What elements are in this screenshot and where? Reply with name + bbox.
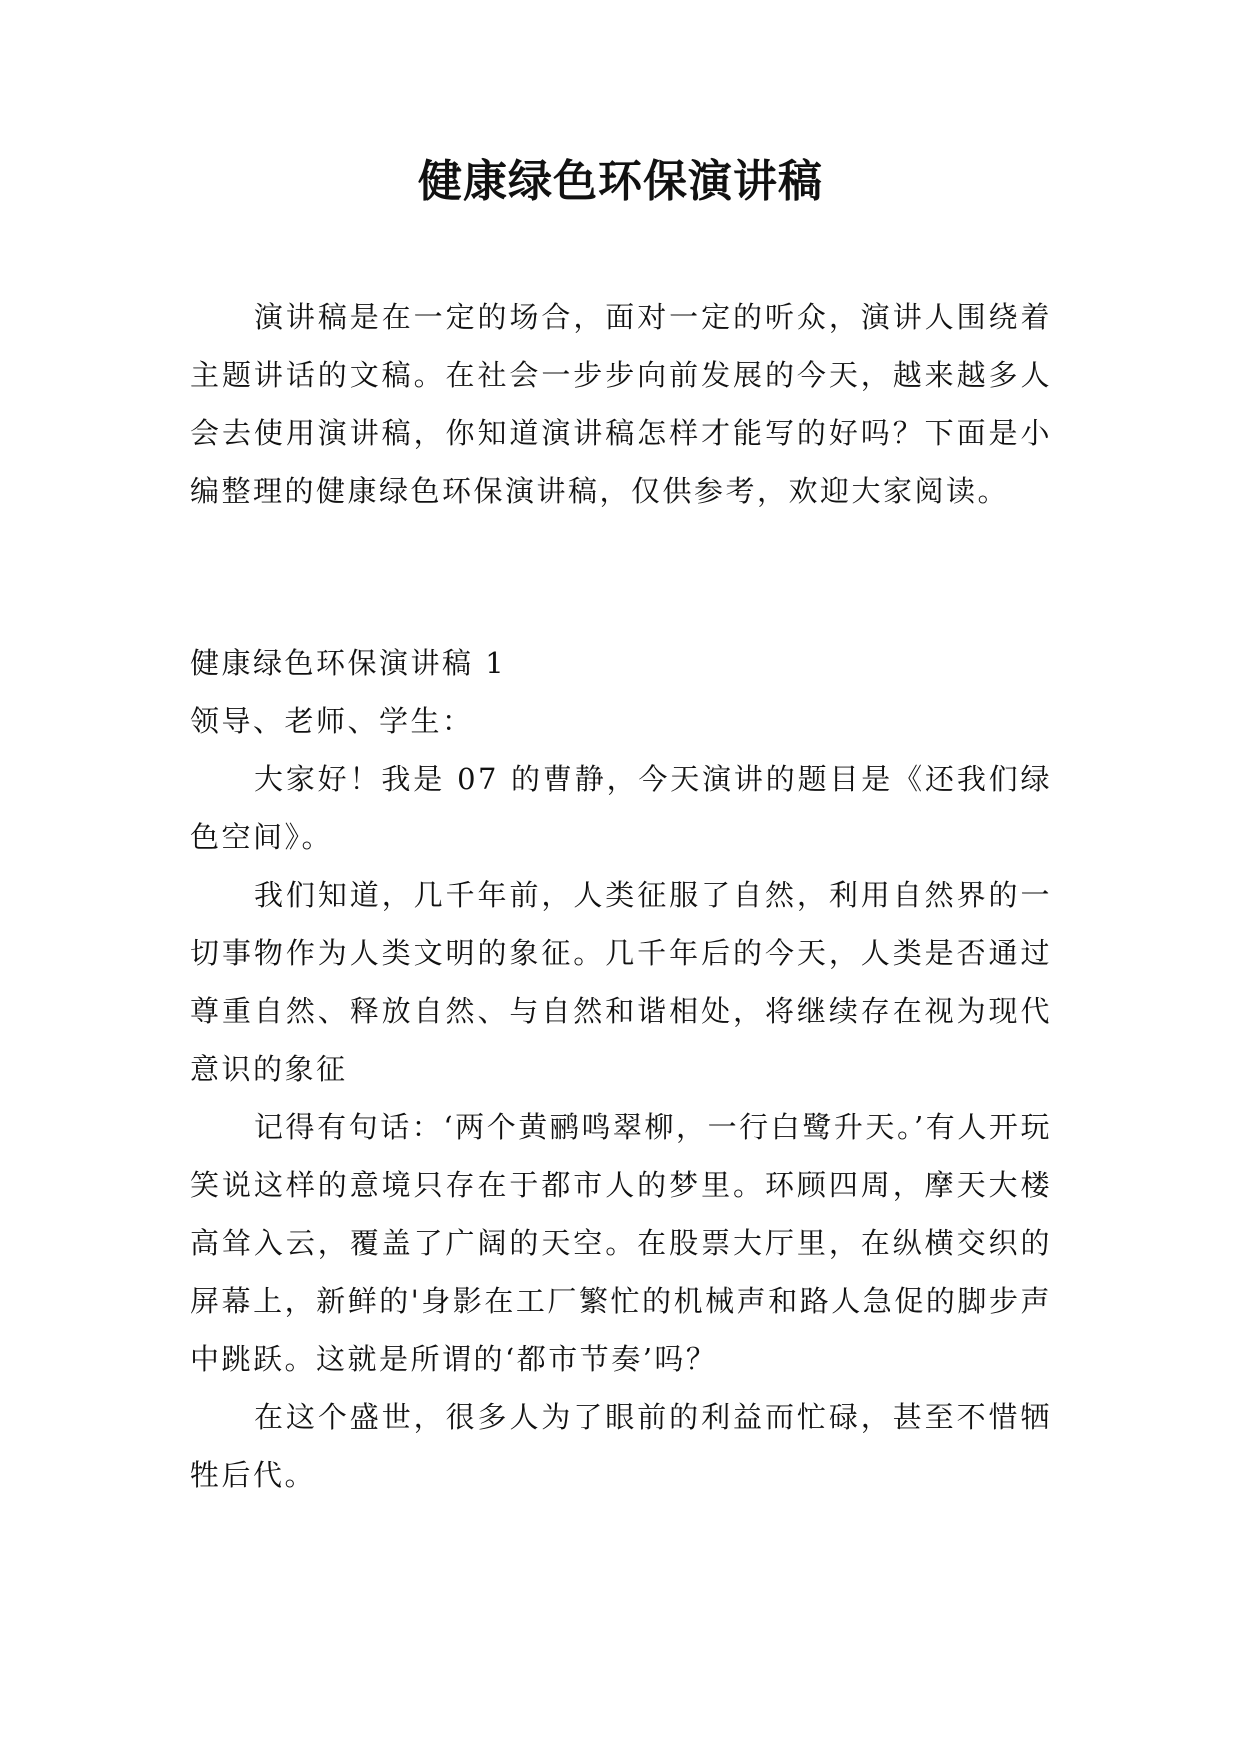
section-heading: 健康绿色环保演讲稿 1 — [190, 646, 507, 680]
page-title: 健康绿色环保演讲稿 — [418, 156, 823, 207]
salutation: 领导、老师、学生： — [190, 704, 474, 738]
speech-paragraph: 大家好！我是 07 的曹静，今天演讲的题目是《还我们绿色空间》。 — [190, 762, 1052, 854]
intro-paragraph: 演讲稿是在一定的场合，面对一定的听众，演讲人围绕着主题讲话的文稿。在社会一步步向前发展的今天，越来越多人会去使用演讲稿，你知道演讲稿怎样才能写的好吗？下面是小编整理的健康绿色环保演讲稿，仅供参考，欢迎大家阅读。 — [190, 300, 1052, 508]
speech-paragraph: 在这个盛世，很多人为了眼前的利益而忙碌，甚至不惜牺牲后代。 — [190, 1400, 1052, 1492]
speech-section — [190, 634, 1052, 1504]
speech-paragraph: 记得有句话：‘两个黄鹂鸣翠柳，一行白鹭升天。’有人开玩笑说这样的意境只存在于都市人的梦里。环顾四周，摩天大楼高耸入云，覆盖了广阔的天空。在股票大厅里，在纵横交织的屏幕上，新鲜的'身影在工厂繁忙的机械声和路人急促的脚步声中跳跃。这就是所谓的‘都市节奏’吗？ — [190, 1110, 1052, 1376]
speech-paragraph: 我们知道，几千年前，人类征服了自然，利用自然界的一切事物作为人类文明的象征。几千年后的今天，人类是否通过尊重自然、释放自然、与自然和谐相处，将继续存在视为现代意识的象征 — [190, 878, 1052, 1086]
intro-section — [190, 288, 1052, 520]
